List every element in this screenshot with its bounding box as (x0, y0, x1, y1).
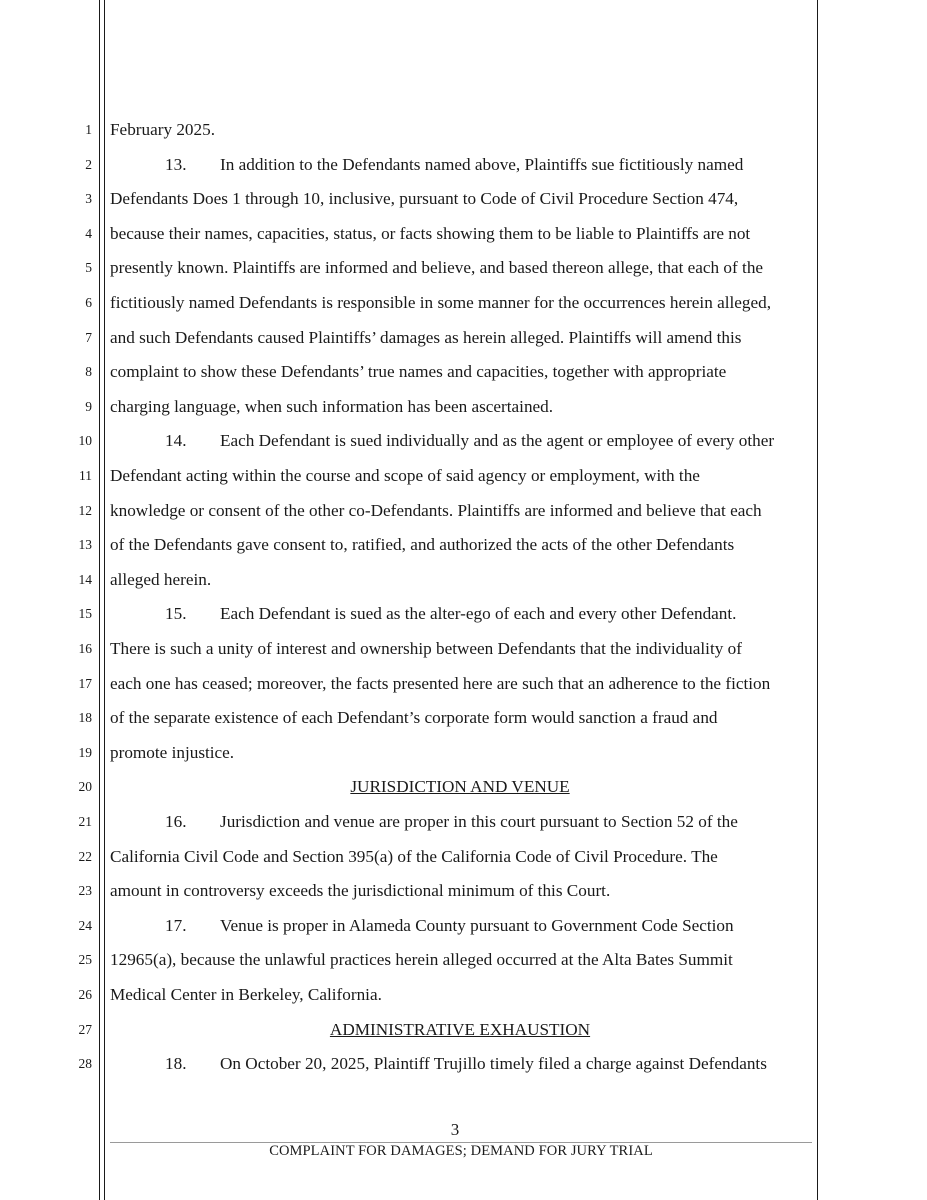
line-number: 19 (78, 744, 92, 760)
line-number: 17 (78, 675, 92, 691)
line-number: 7 (85, 329, 92, 345)
text-line: promote injustice. (110, 742, 235, 762)
text-line: California Civil Code and Section 395(a) of the California Code of Civil Procedure. The (110, 846, 718, 866)
line-number: 15 (78, 606, 92, 622)
text-line: presently known. Plaintiffs are informed and believe, and based thereon allege, that each of the (110, 258, 764, 278)
line-number: 13 (78, 537, 92, 553)
line-number: 2 (85, 156, 92, 172)
line-number: 12 (78, 502, 92, 518)
text-line: There is such a unity of interest and ownership between Defendants that the individuality of (110, 639, 742, 658)
text-line: complaint to show these Defendants’ true names and capacities, together with appropriate (110, 362, 727, 382)
line-number: 10 (78, 433, 92, 449)
paragraph-first-line (110, 909, 810, 944)
paragraph-first-line (110, 805, 810, 840)
line-number: 14 (78, 571, 92, 587)
paragraph-text: Each Defendant is sued as the alter-ego of each and every other Defendant. (220, 604, 737, 624)
text-line: knowledge or consent of the other co-Defendants. Plaintiffs are informed and believe that each (110, 500, 762, 520)
paragraph-number: 18. (165, 1054, 187, 1074)
paragraph-first-line (110, 1047, 810, 1082)
line-number: 5 (85, 260, 92, 276)
line-number: 3 (85, 191, 92, 207)
text-line: of the separate existence of each Defendant’s corporate form would sanction a fraud and (110, 708, 718, 728)
line-number: 24 (78, 917, 92, 933)
text-line: Medical Center in Berkeley, California. (110, 985, 382, 1004)
line-number: 20 (78, 779, 92, 795)
text-line: each one has ceased; moreover, the facts presented here are such that an adherence to the fiction (110, 673, 771, 693)
text-line: amount in controversy exceeds the jurisdictional minimum of this Court. (110, 881, 611, 901)
paragraph-first-line (110, 597, 810, 632)
left-margin-rule-inner (104, 0, 105, 1200)
text-line: Defendants Does 1 through 10, inclusive, pursuant to Code of Civil Procedure Section 474, (110, 189, 739, 209)
section-heading-text: JURISDICTION AND VENUE (350, 777, 570, 797)
text-line: of the Defendants gave consent to, ratified, and authorized the acts of the other Defendants (110, 535, 735, 555)
text-line: 12965(a), because the unlawful practices herein alleged occurred at the Alta Bates Summit (110, 950, 733, 970)
line-number: 1 (85, 122, 92, 137)
section-heading (110, 770, 810, 805)
right-margin-rule (817, 0, 818, 1200)
section-heading (110, 1013, 810, 1048)
line-number: 23 (78, 883, 92, 899)
paragraph-text: Each Defendant is sued individually and as the agent or employee of every other (220, 431, 775, 451)
line-number: 26 (78, 987, 92, 1002)
line-number: 11 (79, 468, 92, 483)
text-line: alleged herein. (110, 569, 212, 589)
left-margin-rule-outer (99, 0, 100, 1200)
line-number: 6 (85, 295, 92, 310)
paragraph-text: Jurisdiction and venue are proper in this court pursuant to Section 52 of the (220, 812, 738, 831)
line-number: 16 (78, 641, 92, 656)
page-number: 3 (450, 1120, 460, 1139)
line-number: 9 (85, 398, 92, 414)
text-line: fictitiously named Defendants is responsible in some manner for the occurrences herein alleged, (110, 293, 772, 312)
paragraph-text: On October 20, 2025, Plaintiff Trujillo timely filed a charge against Defendants (220, 1054, 767, 1074)
paragraph-first-line (110, 148, 810, 183)
paragraph-number: 13. (165, 154, 187, 174)
line-number: 21 (78, 814, 92, 829)
text-line: charging language, when such information has been ascertained. (110, 396, 554, 416)
paragraph-number: 15. (165, 604, 187, 624)
footer-title: COMPLAINT FOR DAMAGES; DEMAND FOR JURY TRIAL (269, 1143, 653, 1159)
line-number: 4 (85, 225, 92, 241)
paragraph-number: 16. (165, 812, 187, 831)
line-number: 25 (78, 952, 92, 968)
section-heading-text: ADMINISTRATIVE EXHAUSTION (329, 1019, 591, 1039)
text-line: and such Defendants caused Plaintiffs’ damages as herein alleged. Plaintiffs will amend this (110, 327, 742, 347)
paragraph-number: 17. (165, 915, 187, 935)
text-line: because their names, capacities, status, or facts showing them to be liable to Plaintiffs are not (110, 223, 751, 243)
line-number: 8 (85, 364, 92, 380)
text-line: Defendant acting within the course and scope of said agency or employment, with the (110, 466, 700, 485)
text-line: February 2025. (110, 120, 216, 139)
line-number: 28 (78, 1056, 92, 1072)
line-number: 27 (78, 1021, 92, 1037)
paragraph-text: Venue is proper in Alameda County pursuant to Government Code Section (220, 915, 734, 935)
line-number: 18 (78, 710, 92, 726)
paragraph-first-line (110, 424, 810, 459)
paragraph-text: In addition to the Defendants named above, Plaintiffs sue fictitiously named (220, 154, 744, 174)
paragraph-number: 14. (165, 431, 187, 451)
line-number: 22 (78, 848, 92, 864)
